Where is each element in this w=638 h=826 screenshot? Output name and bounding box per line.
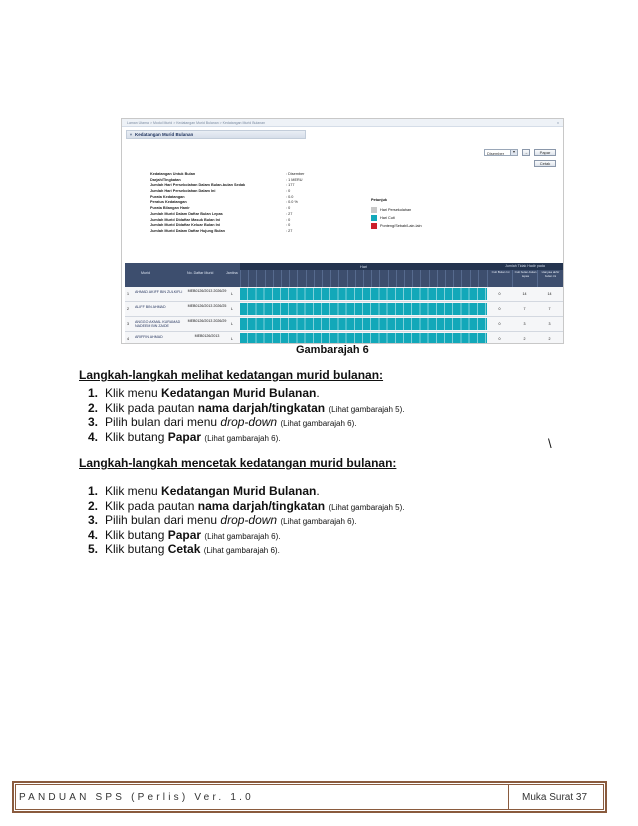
step-text: Klik menu: [105, 386, 162, 400]
legend-title: Petunjuk: [371, 198, 388, 202]
summary-value: 0: [498, 307, 501, 311]
legend-swatch: [371, 223, 377, 229]
registration-number: MEB0126/2013 2026/25: [187, 304, 227, 308]
legend-swatch: [371, 207, 377, 213]
collapse-icon[interactable]: ▼: [129, 132, 133, 137]
legend: [371, 198, 422, 231]
step-item: [88, 484, 405, 499]
step-emphasis: Papar: [167, 429, 202, 444]
step-suffix: .: [316, 484, 320, 498]
day-cells: [240, 318, 487, 330]
step-number: 4.: [88, 429, 99, 444]
summary-value: : 177: [286, 183, 295, 188]
gender: L: [231, 322, 233, 326]
day-column: [478, 270, 487, 287]
step-number: 2.: [88, 498, 99, 513]
summary-label: Purata Bilangan Hanir: [150, 206, 190, 211]
footer-divider: [508, 785, 509, 809]
step-text: Klik butang: [105, 542, 168, 556]
row-number: 2: [127, 307, 129, 311]
section-header: [126, 130, 306, 139]
section-title: Kedatangan Murid Bulanan: [135, 132, 194, 137]
page-number: Muka Surat 37: [522, 792, 588, 803]
step-suffix: .: [316, 386, 320, 400]
summary-value: : 27: [286, 211, 293, 216]
legend-label: Hari Cuti: [380, 216, 395, 220]
step-text: Klik butang: [105, 527, 168, 542]
student-name-link[interactable]: ANGGO AKMAL KURAMAD NADEEM BIN ZAIDE: [135, 320, 181, 328]
registration-number: MEB0126/2013: [194, 334, 220, 338]
close-icon[interactable]: x: [557, 120, 559, 125]
summary-value: : Disember: [286, 172, 305, 176]
col-jantina: Jantina: [226, 271, 238, 275]
summary-value: 14: [547, 292, 552, 296]
student-name-link[interactable]: AHMAD AKIFF BIN ZULKIFLI: [135, 290, 183, 294]
step-note: (Lihat gambarajah 6).: [204, 433, 281, 443]
step-text: Pilih bulan dari menu: [105, 415, 221, 429]
summary-column-header: Hanyaa akhir bulan ini: [537, 270, 563, 287]
step-text: Klik menu: [105, 484, 162, 498]
breadcrumb: [122, 119, 563, 127]
step-item: [88, 528, 405, 543]
table-row: [125, 332, 563, 344]
summary-label: Jumlah Murid Dalam Daftar Hujung Bulan: [150, 228, 225, 233]
step-number: 3.: [88, 415, 99, 429]
table-row: [125, 287, 563, 302]
step-item: [88, 401, 405, 416]
grid-header-summary: Jumlah Tidak Hadir pada: [487, 263, 563, 270]
summary-value: 3: [523, 322, 526, 326]
summary-value: 2: [548, 337, 551, 341]
summary-label: Jumlah Murid Didaftar Masuk Bulan Ini: [150, 217, 221, 222]
summary-value: 0: [498, 322, 501, 326]
step-text: Klik pada pautan: [105, 400, 198, 415]
summary-column-header: Cuti Bulan Ini: [487, 270, 513, 287]
step-item: [88, 415, 405, 430]
summary-value: : 1 MERU: [286, 177, 303, 182]
summary-value: : 0.0 %: [286, 200, 298, 205]
col-murid: Murid: [141, 271, 150, 275]
summary-label: Jumlah Murid Didaftar Keluar Bulan Ini: [150, 223, 221, 228]
section1-steps: [88, 386, 405, 444]
row-number: 1: [127, 292, 129, 296]
step-item: [88, 513, 405, 528]
summary-label: Purata Kedatangan: [150, 194, 185, 199]
summary-value: : 0: [286, 223, 291, 228]
gender: L: [231, 337, 233, 341]
page-footer: [15, 784, 604, 810]
attendance-summary: [150, 172, 380, 235]
registration-number: MEB0126/2013 2026/29: [187, 289, 227, 293]
table-row: [125, 302, 563, 317]
cetak-button[interactable]: Cetak: [534, 160, 556, 167]
step-note: (Lihat gambarajah 6).: [280, 419, 357, 428]
stray-mark: \: [548, 436, 552, 451]
legend-label: Hari Persekolahan: [380, 208, 412, 212]
summary-label: Peratus Kedatangan: [150, 200, 187, 205]
papar-button[interactable]: Papar: [534, 149, 556, 156]
step-note: (Lihat gambarajah 5).: [328, 502, 405, 512]
month-controls: [484, 149, 562, 166]
gender: L: [231, 292, 233, 296]
step-emphasis: Cetak: [167, 542, 201, 556]
summary-value: : 0.0: [286, 194, 294, 199]
summary-value: 2: [523, 337, 526, 341]
day-cells: [240, 333, 487, 344]
student-name-link[interactable]: ARIFFIN AHMAD: [135, 335, 163, 339]
step-item: [88, 386, 405, 401]
summary-value: : 0: [286, 206, 291, 211]
summary-value: 0: [498, 337, 501, 341]
step-note: (Lihat gambarajah 6).: [280, 517, 357, 526]
step-note: (Lihat gambarajah 5).: [328, 404, 405, 414]
summary-label: Jumlah Hari Persekolahan Dalam Ini: [150, 189, 216, 194]
step-emphasis: nama darjah/tingkatan: [197, 498, 326, 513]
step-number: 1.: [88, 386, 99, 400]
step-emphasis: drop-down: [220, 513, 278, 527]
legend-label: Ponteng/Sebab/Lain-lain: [380, 224, 422, 228]
step-text: Pilih bulan dari menu: [105, 513, 221, 527]
section2-heading: Langkah-langkah mencetak kedatangan murid bulanan:: [79, 456, 397, 470]
step-number: 5.: [88, 542, 99, 556]
step-item: [88, 499, 405, 514]
breadcrumb-text: Laman Utama > Modul Murid > Kedatangan Murid Bulanan > Kedatangan Murid Bulanan: [127, 121, 266, 125]
figure-caption: Gambarajah 6: [296, 344, 369, 356]
step-number: 2.: [88, 400, 99, 415]
month-select[interactable]: [484, 149, 518, 156]
step-note: (Lihat gambarajah 6).: [204, 531, 281, 541]
summary-value: 7: [523, 307, 526, 311]
step-number: 4.: [88, 527, 99, 542]
step-item: [88, 430, 405, 445]
step-text: Klik pada pautan: [105, 498, 198, 513]
attendance-grid: [125, 263, 563, 344]
legend-item: [371, 215, 422, 223]
table-row: [125, 317, 563, 332]
step-emphasis: Papar: [167, 527, 202, 542]
registration-number: MEB0126/2013 2026/29: [187, 319, 227, 323]
legend-item: [371, 207, 422, 215]
chevron-down-icon[interactable]: ▼: [510, 150, 517, 155]
section1-heading: Langkah-langkah melihat kedatangan murid bulanan:: [79, 368, 384, 382]
step-emphasis: Kedatangan Murid Bulanan: [161, 386, 317, 400]
grid-header-days: Hari: [240, 263, 487, 270]
summary-value: : 0: [286, 217, 291, 222]
summary-row: [150, 229, 380, 235]
summary-value: : 27: [286, 228, 293, 233]
step-item: [88, 542, 405, 557]
summary-label: Jumlah Murid Dalam Daftar Bulan Lepas: [150, 211, 223, 216]
month-select-value: Disember: [487, 151, 505, 156]
day-cells: [240, 303, 487, 315]
step-number: 1.: [88, 484, 99, 498]
legend-item: [371, 223, 422, 231]
screenshot-figure: [121, 118, 564, 344]
summary-value: 7: [548, 307, 551, 311]
section2-steps: [88, 484, 405, 557]
summary-label: Jumlah Hari Persekolahan Dalam Bulan-bulan Sedak: [150, 183, 246, 188]
summary-label: Darjah/Tingkatan: [150, 177, 181, 182]
footer-title: PANDUAN SPS (Perlis) Ver. 1.0: [19, 792, 254, 803]
summary-value: : 0: [286, 189, 291, 194]
summary-label: Kedatangan Untuk Bulan: [150, 172, 196, 176]
row-number: 3: [127, 322, 129, 326]
student-name-link[interactable]: ALIFF BIN AHMAD: [135, 305, 166, 309]
step-emphasis: nama darjah/tingkatan: [197, 400, 326, 415]
step-emphasis: Kedatangan Murid Bulanan: [161, 484, 317, 498]
summary-value: 14: [522, 292, 527, 296]
row-number: 4: [127, 337, 129, 341]
step-emphasis: drop-down: [220, 415, 278, 429]
day-cells: [240, 288, 487, 300]
grid-header: [125, 263, 563, 287]
go-button[interactable]: →: [524, 150, 528, 155]
col-no-daftar: No. Daftar Murid: [187, 271, 214, 275]
step-number: 3.: [88, 513, 99, 527]
summary-column-header: Cuti bulan-bulan lepas: [512, 270, 538, 287]
step-text: Klik butang: [105, 429, 168, 444]
legend-swatch: [371, 215, 377, 221]
gender: L: [231, 307, 233, 311]
summary-value: 0: [498, 292, 501, 296]
step-note: (Lihat gambarajah 6).: [203, 546, 280, 555]
summary-value: 3: [548, 322, 551, 326]
